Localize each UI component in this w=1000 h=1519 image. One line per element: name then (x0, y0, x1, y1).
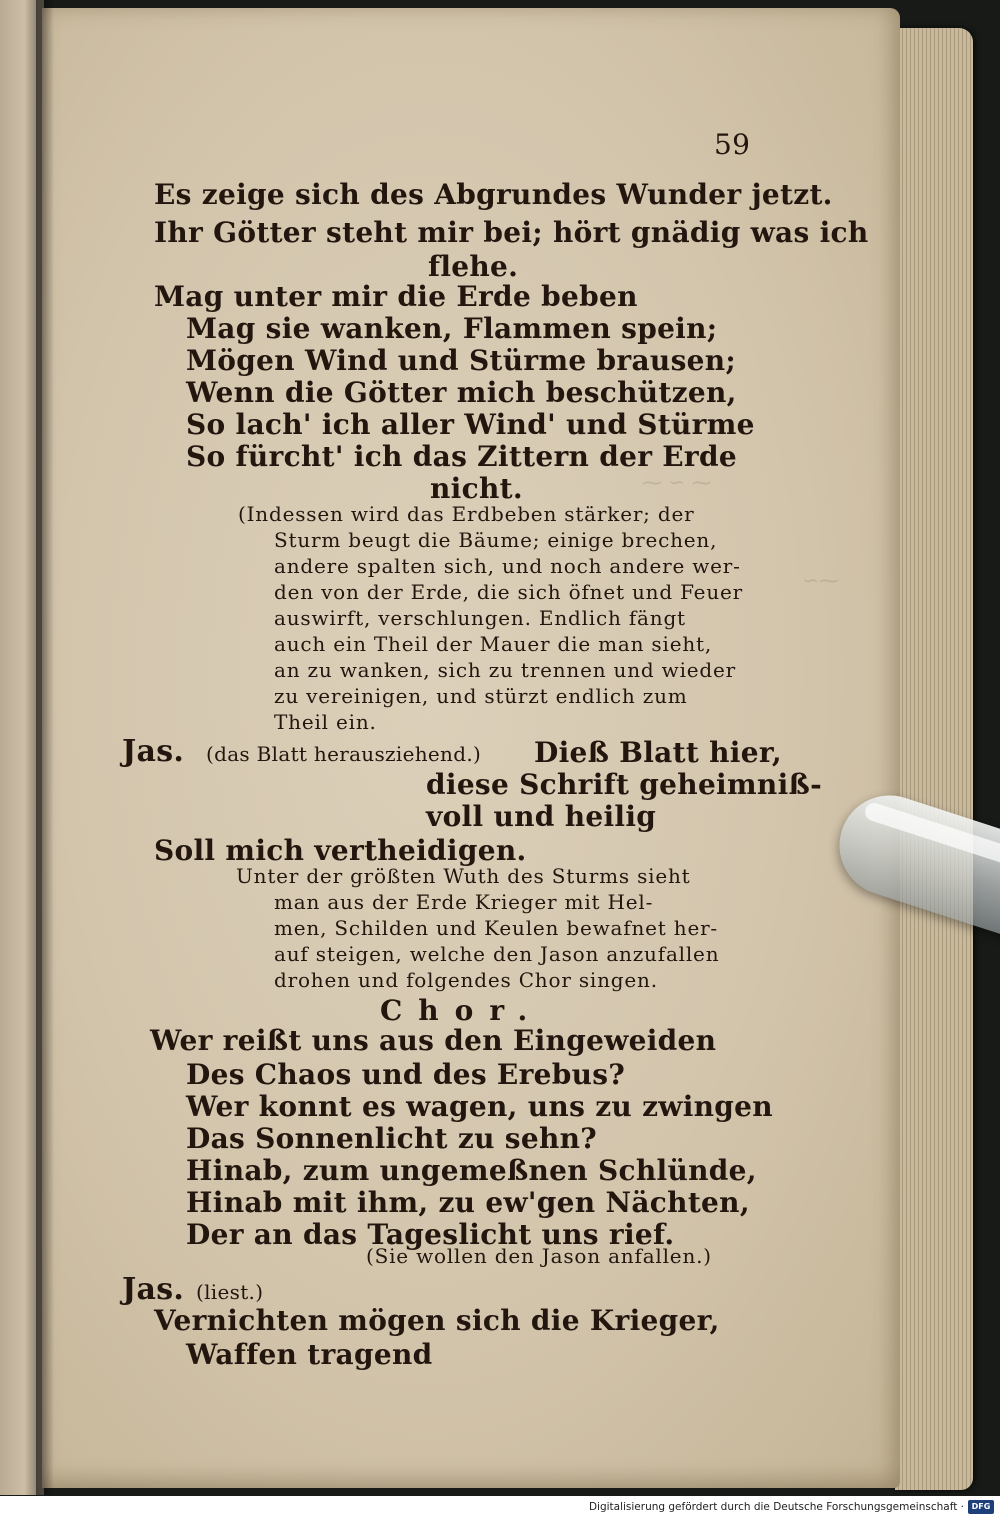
inline-stage-direction: (das Blatt herausziehend.) (206, 742, 482, 766)
verse-line: Wenn die Götter mich beschützen, (186, 376, 737, 409)
book-gutter-shadow (36, 0, 54, 1495)
stage-direction-line: den von der Erde, die sich öfnet und Feuer (274, 580, 743, 604)
stage-direction-line: auf steigen, welche den Jason anzufallen (274, 942, 720, 966)
speaker-label: Jas. (122, 1272, 185, 1307)
stage-direction-line: andere spalten sich, und noch andere wer- (274, 554, 741, 578)
verse-line: Waffen tragend (186, 1338, 433, 1371)
verse-line: Hinab mit ihm, zu ew'gen Nächten, (186, 1186, 750, 1219)
verse-line: Ihr Götter steht mir bei; hört gnädig was ich (154, 216, 869, 249)
verse-line: Mag sie wanken, Flammen spein; (186, 312, 718, 345)
stage-direction-line: (Sie wollen den Jason anfallen.) (366, 1244, 712, 1268)
verse-line: Wer reißt uns aus den Eingeweiden (150, 1024, 717, 1057)
verse-line: Der an das Tageslicht uns rief. (186, 1218, 675, 1251)
verse-line: diese Schrift geheimniß- (426, 768, 823, 801)
digitization-footer (0, 1496, 1000, 1519)
speaker-label: Jas. (122, 734, 185, 769)
verse-line: Wer konnt es wagen, uns zu zwingen (186, 1090, 773, 1123)
stage-direction-line: Unter der größten Wuth des Sturms sieht (236, 864, 691, 888)
verse-line: Es zeige sich des Abgrundes Wunder jetzt. (154, 178, 833, 211)
verse-line: Soll mich vertheidigen. (154, 834, 527, 867)
verse-line: So fürcht' ich das Zittern der Erde (186, 440, 737, 473)
stage-direction-line: auch ein Theil der Mauer die man sieht, (274, 632, 713, 656)
bleed-through-trace: ∽⁓ (802, 568, 839, 592)
verse-line: flehe. (428, 250, 519, 283)
page-stack-edges (895, 28, 973, 1490)
stage-direction-line: (Indessen wird das Erdbeben stärker; der (238, 502, 695, 526)
verse-line: Mag unter mir die Erde beben (154, 280, 638, 313)
verse-line: Das Sonnenlicht zu sehn? (186, 1122, 597, 1155)
stage-direction-line: zu vereinigen, und stürzt endlich zum (274, 684, 688, 708)
stage-direction-line: man aus der Erde Krieger mit Hel- (274, 890, 654, 914)
bleed-through-trace: ⁓ ∽ ⁓ (642, 470, 712, 494)
stage-direction-line: men, Schilden und Keulen bewafnet her- (274, 916, 718, 940)
verse-line: voll und heilig (426, 800, 657, 833)
footer-credit-text: Digitalisierung gefördert durch die Deutsche Forschungsgemeinschaft · (588, 1501, 964, 1513)
verse-line: nicht. (430, 472, 523, 505)
verse-line: Mögen Wind und Stürme brausen; (186, 344, 737, 377)
stage-direction-line: Sturm beugt die Bäume; einige brechen, (274, 528, 718, 552)
stage-direction-line: auswirft, verschlungen. Endlich fängt (274, 606, 686, 630)
page-number: 59 (714, 128, 751, 161)
verse-line: Dieß Blatt hier, (534, 736, 782, 769)
verse-line: Des Chaos und des Erebus? (186, 1058, 626, 1091)
chorus-heading: Chor. (380, 994, 544, 1027)
verse-line: Vernichten mögen sich die Krieger, (154, 1304, 720, 1337)
verse-line: Hinab, zum ungemeßnen Schlünde, (186, 1154, 757, 1187)
dfg-logo: DFG (968, 1500, 994, 1514)
verse-line: So lach' ich aller Wind' und Stürme (186, 408, 755, 441)
stage-direction-line: drohen und folgendes Chor singen. (274, 968, 658, 992)
stage-direction-line: Theil ein. (274, 710, 377, 734)
inline-stage-direction: (liest.) (196, 1280, 264, 1304)
stage-direction-line: an zu wanken, sich zu trennen und wieder (274, 658, 737, 682)
